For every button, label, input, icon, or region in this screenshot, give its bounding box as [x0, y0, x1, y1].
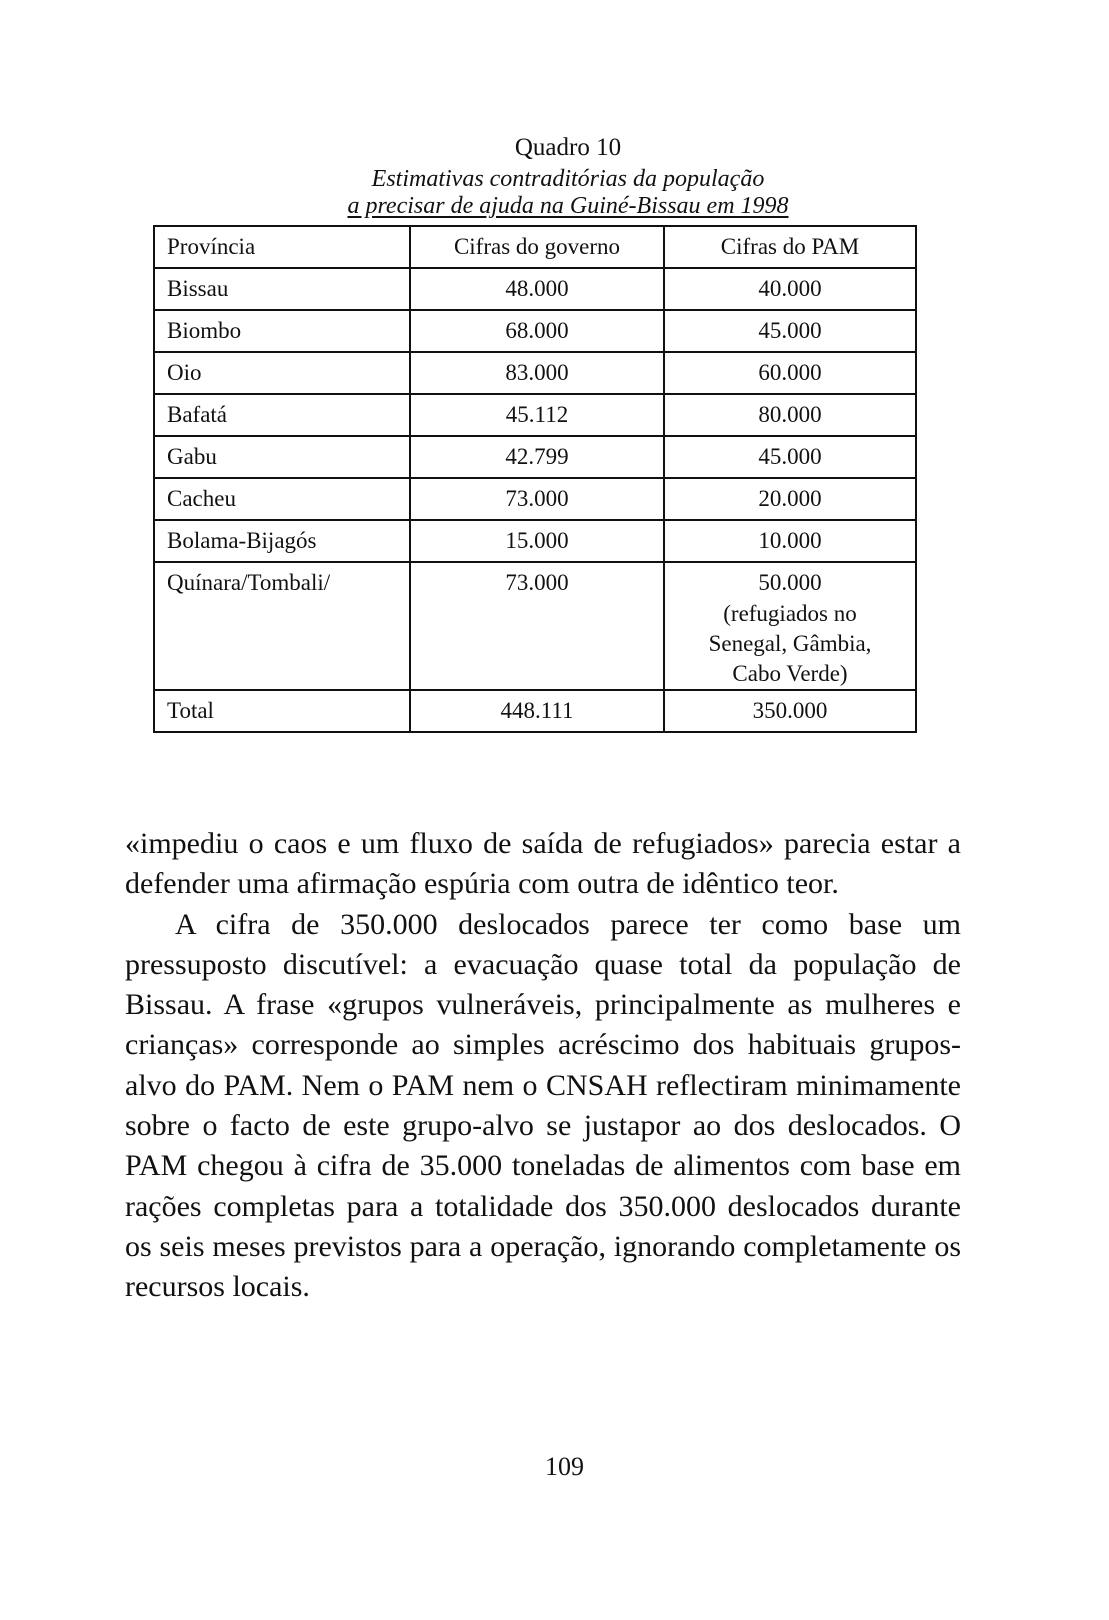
header-cell: Província: [154, 226, 410, 268]
table-cell: 60.000: [664, 352, 916, 394]
table-caption-title: Quadro 10: [514, 134, 622, 161]
table-cell: Bafatá: [154, 394, 410, 436]
table-row: [154, 352, 916, 394]
table-cell: 73.000: [410, 478, 664, 520]
table-cell: 45.000: [664, 310, 916, 352]
table-cell: 73.000: [410, 562, 664, 690]
header-cell: Cifras do PAM: [664, 226, 916, 268]
table-row: [154, 268, 916, 310]
table-cell: 83.000: [410, 352, 664, 394]
total-government: 448.111: [410, 690, 664, 732]
table-caption-subtitle: a precisar de ajuda na Guiné-Bissau em 1998: [347, 193, 789, 219]
paragraph: A cifra de 350.000 deslocados parece ter como base um pressuposto discutível: a evacuação quase total da população de Bissau. A frase «grupos vulneráveis, principalmente as mulheres e crianças» corresponde ao simples acréscimo dos habituais grupos-alvo do PAM. Nem o PAM nem o CNSAH reflectiram minimamente sobre o facto de este grupo-alvo se justapor ao dos deslocados. O PAM chegou à cifra de 35.000 toneladas de alimentos com base em rações completas para a totalidade dos 350.000 deslocados durante os seis meses previstos para a operação, ignorando completamente os recursos locais.: [125, 907, 961, 1304]
table-row: [154, 520, 916, 562]
table-cell: Oio: [154, 352, 410, 394]
table-cell-value: 50.000: [758, 570, 822, 595]
population-estimates-table: [153, 225, 917, 733]
page-number: 109: [545, 1452, 584, 1481]
table-row: [154, 310, 916, 352]
paragraph: «impediu o caos e um fluxo de saída de refugiados» parecia estar a defender uma afirmação espúria com outra de idêntico teor.: [125, 827, 961, 901]
table-cell: 80.000: [664, 394, 916, 436]
table-cell: 10.000: [664, 520, 916, 562]
table-row: [154, 436, 916, 478]
header-cell: Cifras do governo: [410, 226, 664, 268]
table-cell: 42.799: [410, 436, 664, 478]
table-cell: Gabu: [154, 436, 410, 478]
table-cell: Bissau: [154, 268, 410, 310]
table-row: [154, 394, 916, 436]
total-label: Total: [154, 690, 410, 732]
table-caption-subtitle: Estimativas contraditórias da população: [371, 166, 765, 192]
table-cell: 40.000: [664, 268, 916, 310]
table-cell: 45.000: [664, 436, 916, 478]
table-cell: 45.112: [410, 394, 664, 436]
table-header-row: [154, 226, 916, 268]
table-total-row: [154, 690, 916, 732]
table-cell: Cacheu: [154, 478, 410, 520]
table-row: [154, 478, 916, 520]
table-row: [154, 562, 916, 690]
table-cell: [664, 562, 916, 690]
table-cell: 48.000: [410, 268, 664, 310]
table-cell: 15.000: [410, 520, 664, 562]
total-pam: 350.000: [664, 690, 916, 732]
table-cell: Quínara/Tombali/: [154, 562, 410, 690]
body-text: [125, 824, 961, 1308]
table-cell: 20.000: [664, 478, 916, 520]
table-cell: Biombo: [154, 310, 410, 352]
refugees-note: (refugiados no Senegal, Gâmbia, Cabo Verde): [708, 601, 872, 686]
table-cell: 68.000: [410, 310, 664, 352]
table-cell: Bolama-Bijagós: [154, 520, 410, 562]
